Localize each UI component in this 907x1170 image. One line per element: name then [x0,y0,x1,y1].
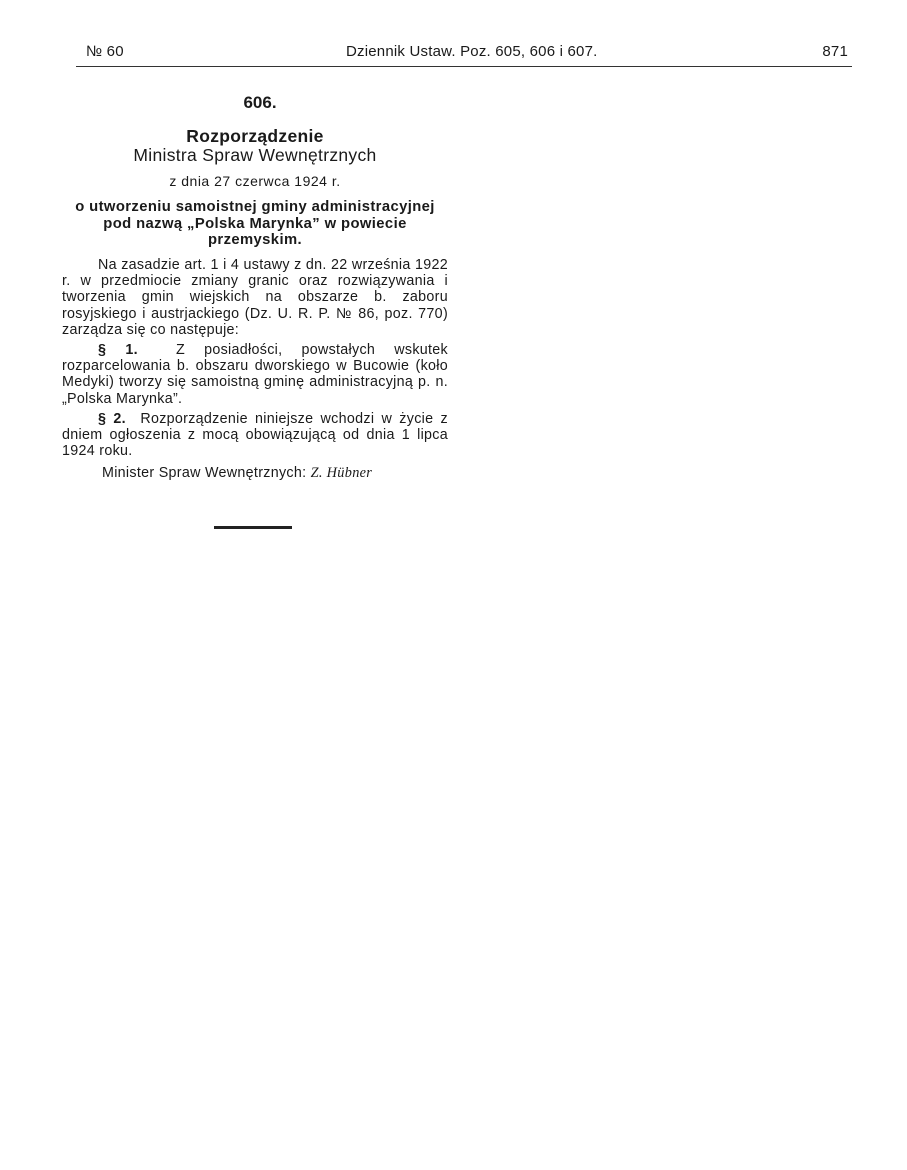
section-2 [62,411,448,460]
act-type: Rozporządzenie [186,126,324,147]
section-label: § 1. [98,341,138,358]
end-rule [214,526,292,529]
position-number: 606. [243,93,277,112]
preamble: Na zasadzie art. 1 i 4 ustawy z dn. 22 września 1922 r. w przedmiocie zmiany granic oraz rozwiązywania i tworzenia gmin wiejskich na obszarze b. zaboru rosyjskiego i austrjackiego (Dz. U. R. P. № 86, poz. 770) zarządza się co następuje: [62,256,448,338]
header-rule [76,66,852,67]
section-text: Rozporządzenie niniejsze wchodzi w życie z dniem ogłoszenia z mocą obowiązującą od dnia 1 lipca 1924 roku. [62,410,449,460]
journal-title: Dziennik Ustaw. Poz. 605, 606 i 607. [346,43,598,60]
regulation-column [62,95,448,482]
page-header [76,43,852,65]
signature [62,465,448,481]
signature-label: Minister Spraw Wewnętrznych: [102,465,307,482]
page-number: 871 [822,43,848,60]
section-text: Z posiadłości, powstałych wskutek rozparcelowania b. obszaru dworskiego w Bucowie (koło Medyki) tworzy się samoistną gminę administracyjną p. n. „Polska Marynka”. [62,341,448,407]
act-subject: o utworzeniu samoistnej gminy administracyjnej pod nazwą „Polska Marynka” w powiecie przemyskim. [75,199,435,249]
issuer: Ministra Spraw Wewnętrznych [133,145,377,166]
act-date: z dnia 27 czerwca 1924 r. [169,173,341,190]
section-1 [62,342,448,407]
signature-name: Z. Hübner [310,465,373,482]
section-label: § 2. [98,410,126,427]
issue-number: № 60 [86,43,124,60]
